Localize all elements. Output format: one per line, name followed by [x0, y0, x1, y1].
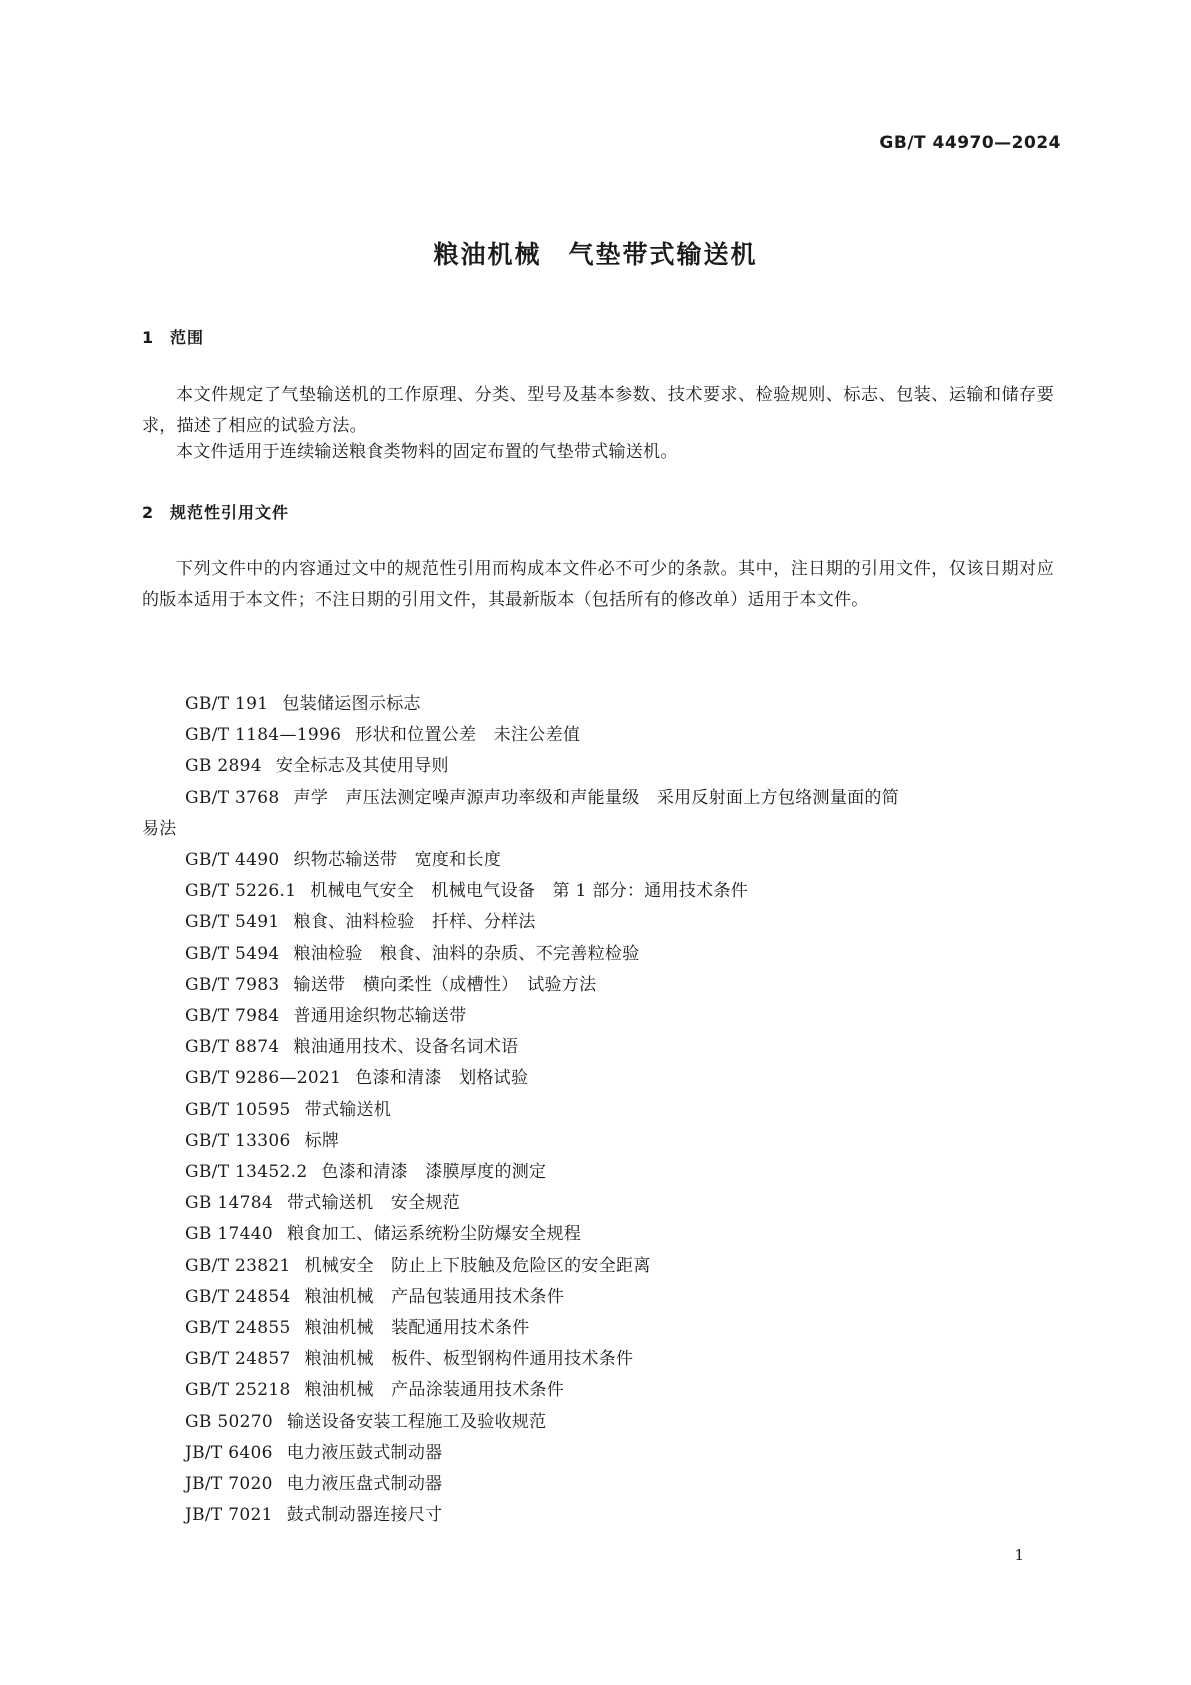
- reference-item: [142, 783, 1055, 845]
- reference-title: 粮油机械 产品涂装通用技术条件: [304, 1380, 565, 1401]
- reference-title: 标牌: [304, 1130, 340, 1151]
- reference-item: [185, 970, 1055, 1001]
- reference-title: 织物芯输送带 宽度和长度: [293, 850, 502, 871]
- reference-title: 电力液压鼓式制动器: [286, 1442, 443, 1463]
- reference-title: 色漆和清漆 划格试验: [355, 1068, 529, 1089]
- reference-title: 输送带 横向柔性（成槽性） 试验方法: [293, 974, 597, 995]
- reference-item: [185, 1407, 1055, 1438]
- reference-item: [185, 1157, 1055, 1188]
- reference-code: GB 17440: [185, 1224, 273, 1245]
- reference-item: [185, 845, 1055, 876]
- section-2-heading: [142, 500, 289, 523]
- reference-title: 包装储运图示标志: [282, 694, 421, 714]
- reference-code: GB/T 13306: [185, 1130, 291, 1151]
- reference-code: JB/T 6406: [185, 1442, 273, 1463]
- normative-references-list: [142, 689, 1055, 1531]
- reference-code: GB/T 5494: [185, 943, 280, 964]
- reference-code: GB 50270: [185, 1411, 273, 1432]
- reference-title: 粮食、油料检验 扦样、分样法: [293, 912, 536, 933]
- reference-item: [185, 876, 1055, 907]
- reference-item: [185, 1251, 1055, 1282]
- reference-title: 电力液压盘式制动器: [286, 1474, 443, 1495]
- section-title: 规范性引用文件: [170, 503, 290, 522]
- reference-item: [185, 1375, 1055, 1406]
- section-number: 1: [142, 328, 155, 347]
- reference-code: GB 14784: [185, 1193, 273, 1214]
- reference-code: GB/T 24854: [185, 1286, 291, 1307]
- reference-title: 形状和位置公差 未注公差值: [355, 725, 581, 746]
- reference-item: [185, 1500, 1055, 1531]
- reference-item: [185, 751, 1055, 782]
- scope-paragraph-1: 本文件规定了气垫输送机的工作原理、分类、型号及基本参数、技术要求、检验规则、标志、包装、运输和储存要求，描述了相应的试验方法。: [142, 385, 1054, 436]
- reference-title: 粮油机械 产品包装通用技术条件: [304, 1286, 565, 1307]
- reference-title-continuation: 易法: [142, 818, 177, 839]
- reference-item: [185, 907, 1055, 938]
- document-title: 粮油机械 气垫带式输送机: [433, 240, 758, 269]
- scope-paragraph-2: 本文件适用于连续输送粮食类物料的固定布置的气垫带式输送机。: [176, 442, 678, 462]
- reference-code: GB/T 24855: [185, 1318, 291, 1339]
- reference-title: 带式输送机 安全规范: [286, 1193, 460, 1214]
- reference-title: 安全标志及其使用导则: [275, 756, 449, 777]
- reference-item: [185, 689, 1055, 720]
- reference-title: 粮油通用技术、设备名词术语: [293, 1037, 519, 1058]
- reference-item: [185, 1063, 1055, 1094]
- reference-item: [185, 1126, 1055, 1157]
- reference-code: GB/T 9286—2021: [185, 1068, 342, 1089]
- reference-item: [185, 1282, 1055, 1313]
- reference-title: 粮油机械 板件、板型钢构件通用技术条件: [304, 1349, 634, 1370]
- reference-title: 机械电气安全 机械电气设备 第 1 部分：通用技术条件: [310, 881, 749, 902]
- reference-item: [185, 1438, 1055, 1469]
- reference-code: GB/T 5491: [185, 912, 280, 933]
- reference-title: 输送设备安装工程施工及验收规范: [286, 1411, 547, 1432]
- reference-item: [185, 1313, 1055, 1344]
- section-number: 2: [142, 503, 155, 522]
- reference-title: 粮油检验 粮食、油料的杂质、不完善粒检验: [293, 943, 640, 964]
- reference-title: 色漆和清漆 漆膜厚度的测定: [321, 1162, 547, 1183]
- reference-item: [185, 1095, 1055, 1126]
- reference-item: [185, 1032, 1055, 1063]
- reference-item: [185, 1188, 1055, 1219]
- reference-item: [185, 1001, 1055, 1032]
- reference-item: [185, 720, 1055, 751]
- reference-item: [185, 1219, 1055, 1250]
- reference-title: 粮食加工、储运系统粉尘防爆安全规程: [286, 1224, 582, 1245]
- reference-item: [185, 1344, 1055, 1375]
- reference-code: GB/T 3768: [185, 787, 280, 808]
- reference-title: 粮油机械 装配通用技术条件: [304, 1318, 530, 1339]
- standard-number: GB/T 44970—2024: [879, 133, 1061, 153]
- reference-code: GB 2894: [185, 756, 262, 777]
- reference-code: GB/T 191: [185, 694, 269, 714]
- reference-code: GB/T 4490: [185, 850, 280, 871]
- reference-code: GB/T 13452.2: [185, 1162, 308, 1183]
- reference-title: 机械安全 防止上下肢触及危险区的安全距离: [304, 1255, 651, 1276]
- reference-item: [185, 1469, 1055, 1500]
- reference-code: GB/T 1184—1996: [185, 725, 342, 746]
- page-number: 1: [1014, 1546, 1024, 1564]
- reference-code: GB/T 25218: [185, 1380, 291, 1401]
- reference-title: 声学 声压法测定噪声源声功率级和声能量级 采用反射面上方包络测量面的简: [293, 787, 900, 808]
- reference-code: GB/T 7984: [185, 1006, 280, 1027]
- reference-title: 普通用途织物芯输送带: [293, 1006, 467, 1027]
- reference-code: GB/T 10595: [185, 1099, 291, 1120]
- reference-code: GB/T 24857: [185, 1349, 291, 1370]
- reference-code: JB/T 7021: [185, 1505, 273, 1526]
- section-1-heading: [142, 325, 204, 348]
- reference-title: 鼓式制动器连接尺寸: [286, 1505, 443, 1526]
- reference-code: GB/T 7983: [185, 974, 280, 995]
- section-title: 范围: [170, 328, 205, 347]
- reference-code: JB/T 7020: [185, 1474, 273, 1495]
- reference-code: GB/T 5226.1: [185, 881, 297, 902]
- reference-item: [185, 939, 1055, 970]
- reference-title: 带式输送机: [304, 1099, 392, 1120]
- references-intro-paragraph: 下列文件中的内容通过文中的规范性引用而构成本文件必不可少的条款。其中，注日期的引用文件，仅该日期对应的版本适用于本文件；不注日期的引用文件，其最新版本（包括所有的修改单）适用于本文件。: [142, 559, 1054, 610]
- reference-code: GB/T 8874: [185, 1037, 280, 1058]
- reference-code: GB/T 23821: [185, 1255, 291, 1276]
